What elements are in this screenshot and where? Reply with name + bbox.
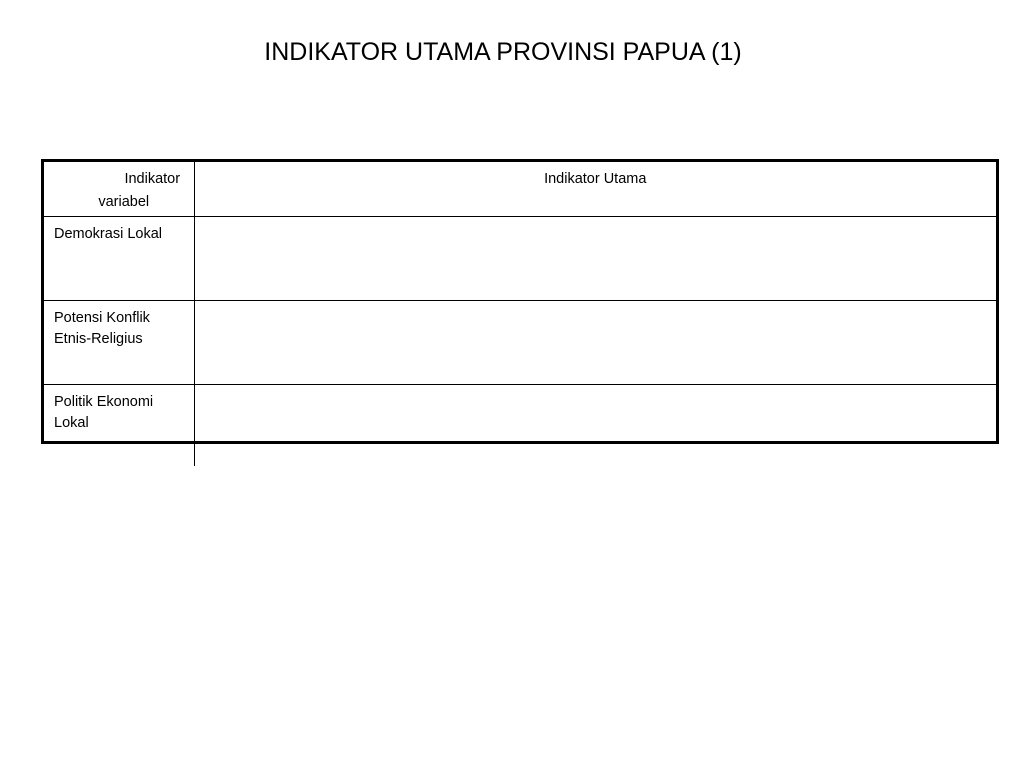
row-label-potensi-konflik	[44, 301, 194, 385]
table-row	[44, 385, 996, 467]
row-value-cell	[194, 301, 996, 385]
row-label-line: Potensi Konflik	[54, 310, 150, 326]
row-label-line: Politik Ekonomi	[54, 394, 154, 410]
row-value-cell	[194, 217, 996, 301]
header-label-indikator: Indikator	[124, 171, 181, 187]
table-header-row	[44, 162, 996, 217]
row-label-line: Demokrasi Lokal	[54, 226, 162, 242]
row-value-cell	[194, 385, 996, 467]
table-row	[44, 217, 996, 301]
header-label-variabel: variabel	[98, 194, 150, 210]
table-row	[44, 301, 996, 385]
row-label-politik-ekonomi	[44, 385, 194, 467]
indicator-table-frame	[41, 159, 999, 444]
row-label-line: Etnis-Religius	[54, 331, 143, 347]
header-cell-variable	[44, 162, 194, 217]
indicator-table	[44, 162, 996, 466]
header-cell-indikator-utama: Indikator Utama	[194, 162, 996, 217]
row-label-line: Lokal	[54, 415, 89, 431]
slide-title: INDIKATOR UTAMA PROVINSI PAPUA (1)	[264, 38, 742, 66]
row-label-demokrasi-lokal	[44, 217, 194, 301]
